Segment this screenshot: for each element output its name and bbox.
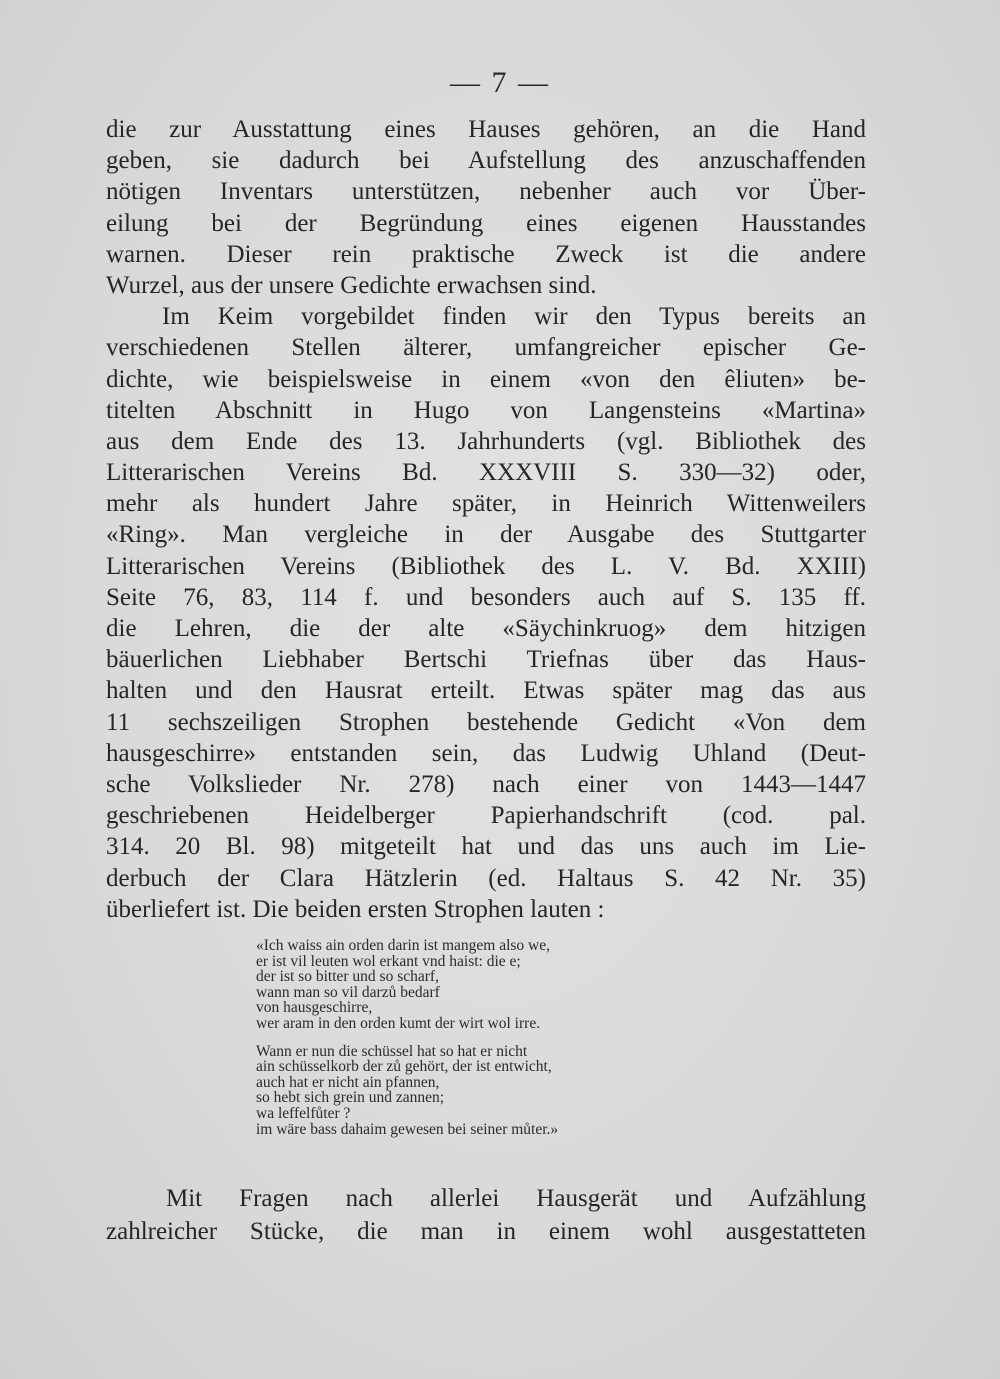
poem-line: Wann er nun die schüssel hat so hat er nicht xyxy=(256,1042,528,1060)
poem-line: er ist vil leuten wol erkant vnd haist: die e; xyxy=(256,952,521,970)
text-line: 314. 20 Bl. 98) mitgeteilt hat und das uns auch im Lie- xyxy=(106,833,866,861)
main-text-block xyxy=(106,114,866,925)
text-line: eilung bei der Begründung eines eigenen Hausstandes xyxy=(106,209,866,237)
text-line: die Lehren, die der alte «Säychinkruog» dem hitzigen xyxy=(106,615,866,642)
text-line: Wurzel, aus der unsere Gedichte erwachsen sind. xyxy=(106,271,597,299)
text-line: dichte, wie beispielsweise in einem «von den êliuten» be- xyxy=(106,365,866,393)
text-line: geben, sie dadurch bei Aufstellung des anzuschaffenden xyxy=(106,147,866,175)
text-line: sche Volkslieder Nr. 278) nach einer von 1443—1447 xyxy=(106,770,866,798)
poem-quotation xyxy=(256,938,756,1137)
poem-line: im wäre bass dahaim gewesen bei seiner můter.» xyxy=(256,1120,559,1138)
poem-line: wann man so vil darzů bedarf xyxy=(256,983,440,1001)
poem-line: ain schüsselkorb der zů gehört, der ist entwicht, xyxy=(256,1058,552,1076)
poem-line: so hebt sich grein und zannen; xyxy=(256,1089,445,1107)
poem-line: der ist so bitter und so scharf, xyxy=(256,968,439,986)
poem-line: wer aram in den orden kumt der wirt wol irre. xyxy=(256,1014,541,1032)
poem-line: auch hat er nicht ain pfannen, xyxy=(256,1073,440,1091)
text-line: 11 sechszeiligen Strophen bestehende Gedicht «Von dem xyxy=(106,708,866,736)
text-line: überliefert ist. Die beiden ersten Strophen lauten : xyxy=(106,895,605,923)
text-line: geschriebenen Heidelberger Papierhandschrift (cod. pal. xyxy=(106,802,866,830)
text-line: halten und den Hausrat erteilt. Etwas später mag das aus xyxy=(106,677,866,705)
text-line: Litterarischen Vereins Bd. XXXVIII S. 330—32) oder, xyxy=(106,459,866,487)
text-line: Litterarischen Vereins (Bibliothek des L. V. Bd. XXIII) xyxy=(106,552,866,580)
poem-line: wa leffelfůter ? xyxy=(256,1104,351,1122)
stanza-break xyxy=(256,1032,756,1044)
text-line: Im Keim vorgebildet finden wir den Typus bereits an xyxy=(162,303,866,331)
text-line: Seite 76, 83, 114 f. und besonders auch auf S. 135 ff. xyxy=(106,583,866,611)
closing-paragraph xyxy=(106,1182,866,1248)
text-line: Mit Fragen nach allerlei Hausgerät und Aufzählung xyxy=(166,1185,866,1212)
text-line: zahlreicher Stücke, die man in einem wohl ausgestatteten xyxy=(106,1218,866,1245)
text-line: bäuerlichen Liebhaber Bertschi Triefnas über das Haus- xyxy=(106,646,866,674)
text-line: hausgeschirre» entstanden sein, das Ludwig Uhland (Deut- xyxy=(106,739,866,767)
text-line: titelten Abschnitt in Hugo von Langensteins «Martina» xyxy=(106,396,866,424)
text-line: warnen. Dieser rein praktische Zweck ist die andere xyxy=(106,240,866,268)
text-line: nötigen Inventars unterstützen, nebenher auch vor Über- xyxy=(106,178,866,206)
poem-line: von hausgeschirre, xyxy=(256,999,373,1017)
poem-line: «Ich waiss ain orden darin ist mangem also we, xyxy=(256,937,550,954)
page-number: — 7 — xyxy=(450,66,550,99)
text-line: die zur Ausstattung eines Hauses gehören, an die Hand xyxy=(106,116,866,143)
text-line: mehr als hundert Jahre später, in Heinrich Wittenweilers xyxy=(106,490,866,518)
text-line: derbuch der Clara Hätzlerin (ed. Haltaus S. 42 Nr. 35) xyxy=(106,864,866,892)
text-line: aus dem Ende des 13. Jahrhunderts (vgl. Bibliothek des xyxy=(106,427,866,455)
text-line: verschiedenen Stellen älterer, umfangreicher epischer Ge- xyxy=(106,334,866,362)
text-line: «Ring». Man vergleiche in der Ausgabe des Stuttgarter xyxy=(106,521,866,549)
